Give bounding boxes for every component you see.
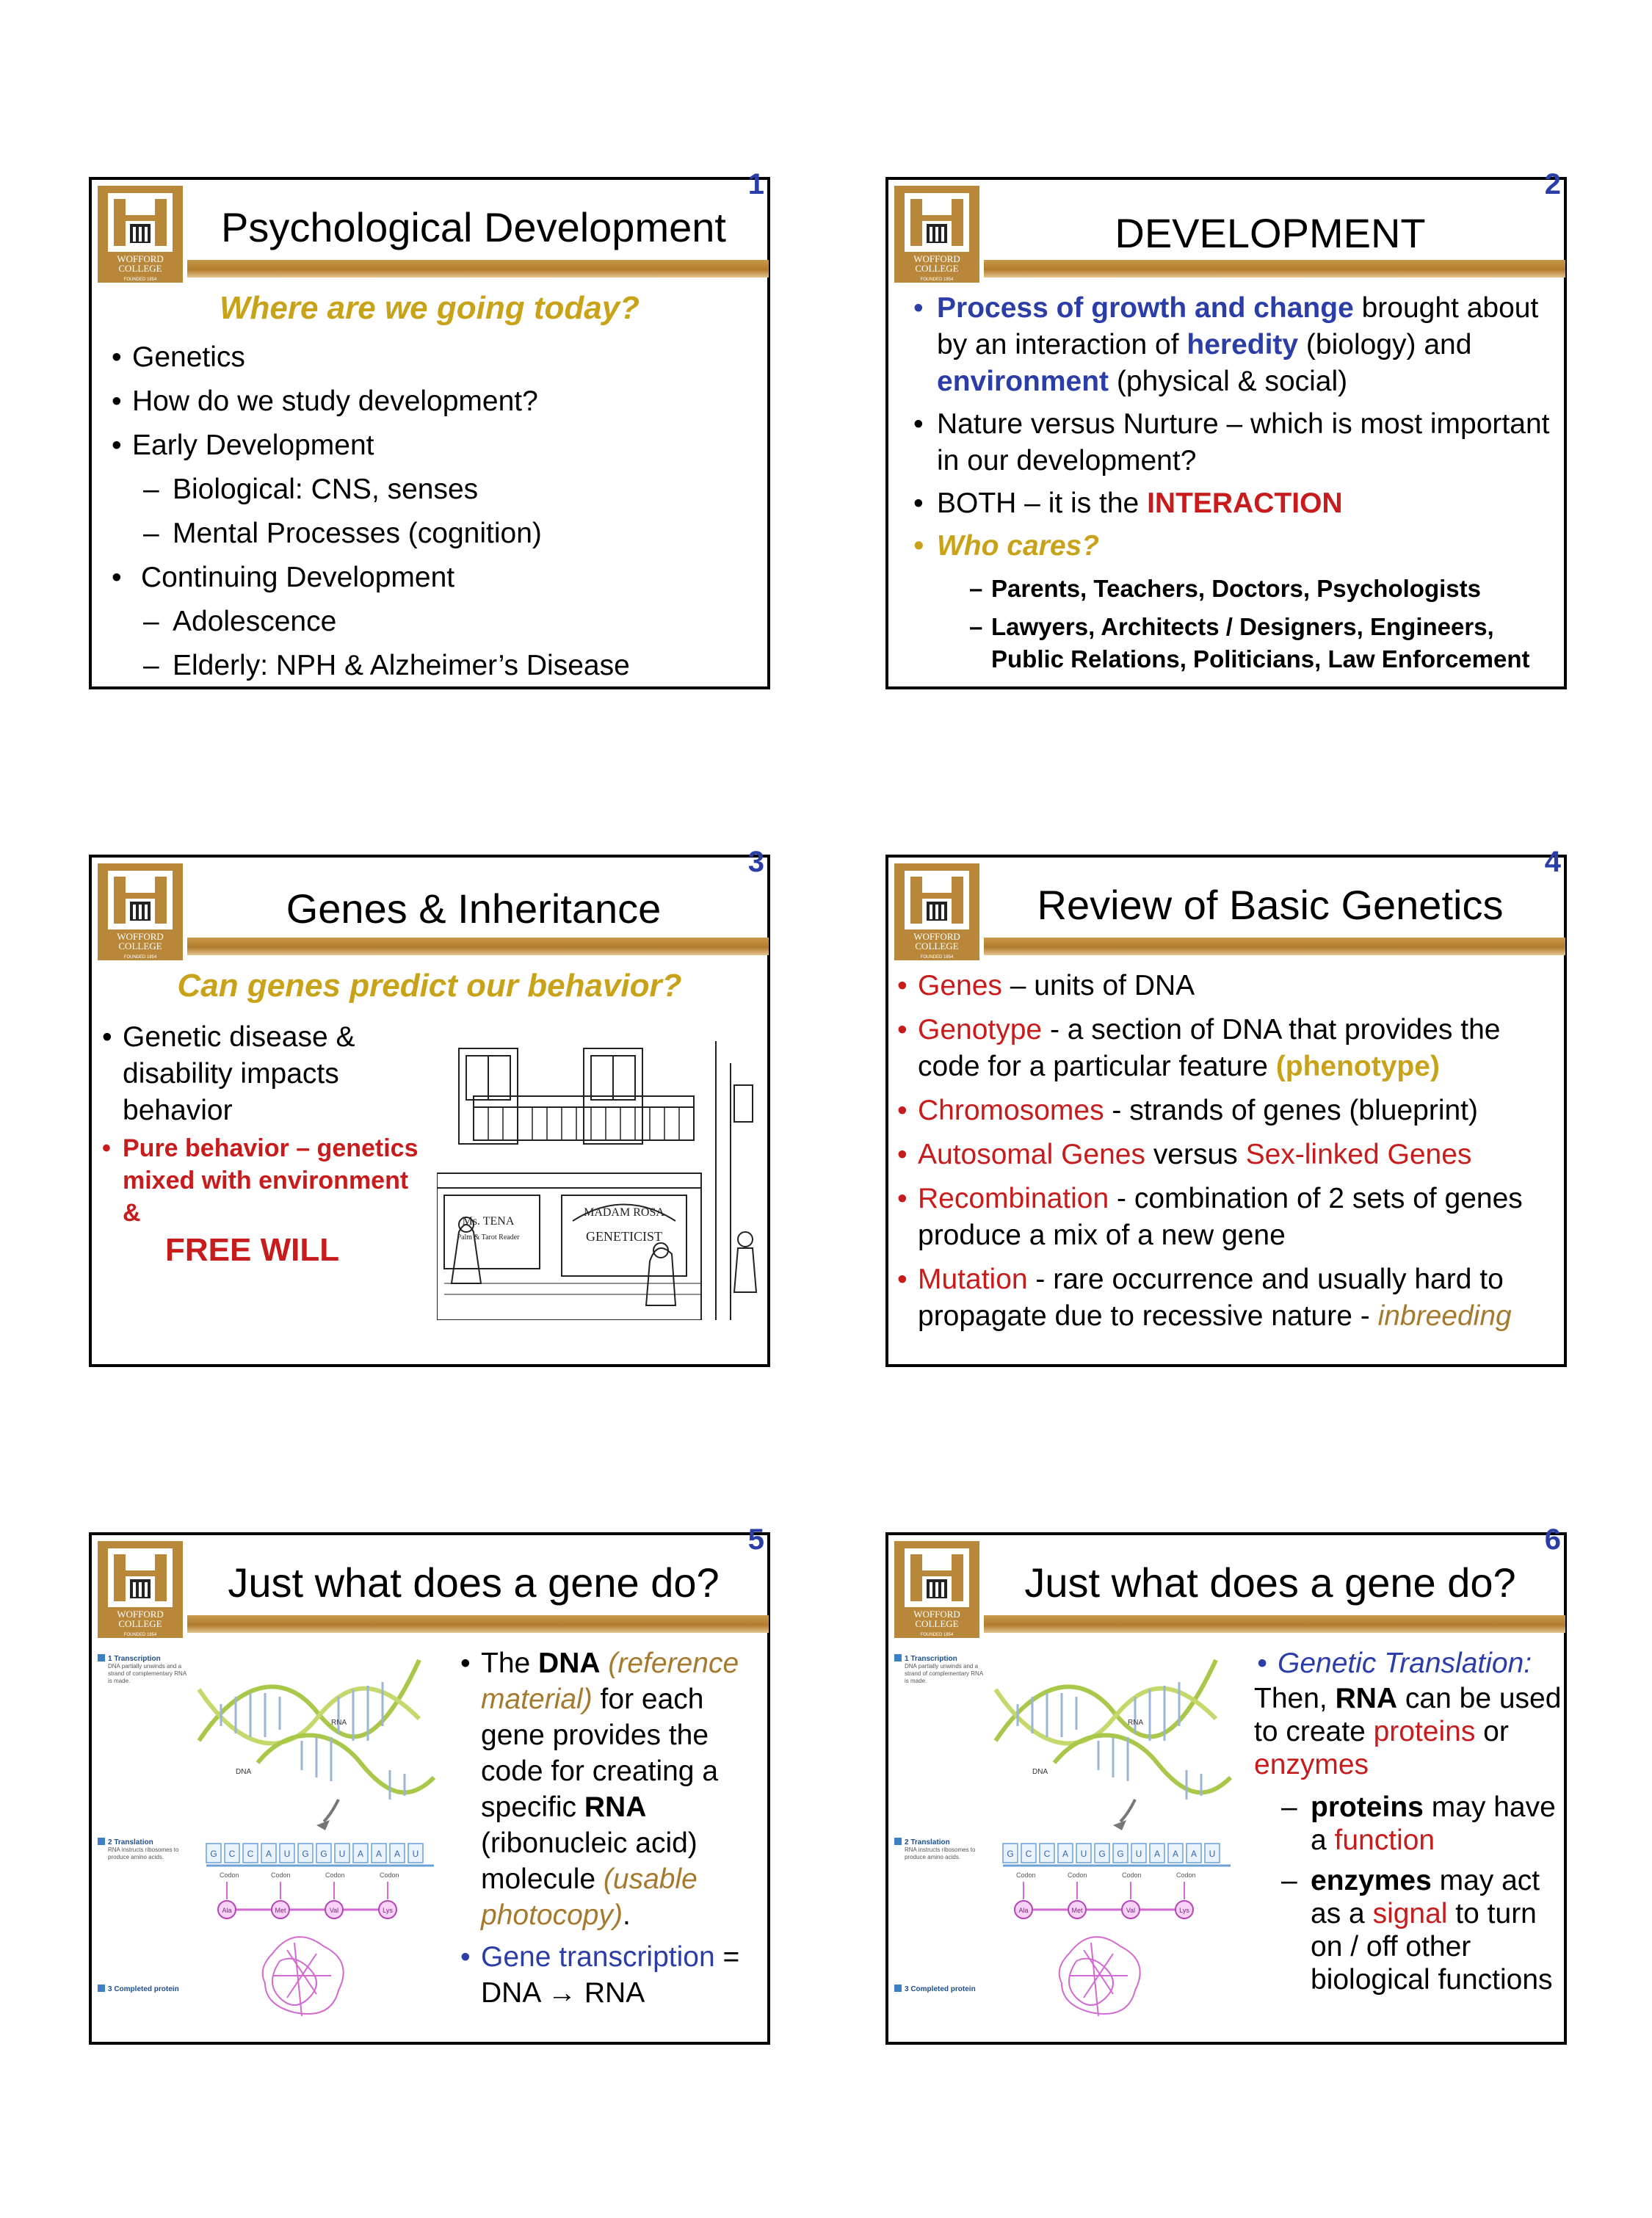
sub-bullet-text: Parents, Teachers, Doctors, Psychologists [991,575,1481,602]
bullet-item [918,1181,1564,1254]
svg-text:WOFFORD: WOFFORD [913,253,960,264]
svg-text:FOUNDED 1854: FOUNDED 1854 [123,955,157,960]
bullet-text: INTERACTION [1147,488,1343,519]
free-will-text: FREE WILL [165,1232,340,1268]
title-bar [187,260,769,278]
sub-bullet-item: – enzymes may act as a signal to turn on / off other biological functions [1281,1865,1553,1996]
codon-label: Codon [380,1871,399,1879]
slide-subtitle: Can genes predict our behavior? [177,968,682,1004]
codon-label: Codon [325,1871,345,1879]
term: Recombination [918,1183,1109,1214]
term: Autosomal Genes [918,1139,1146,1170]
term: Mutation [918,1264,1028,1295]
figure-step1: 1 Transcription [905,1655,957,1663]
rna-base-letter: A [394,1849,401,1859]
wofford-logo-icon [98,863,183,960]
svg-text:COLLEGE: COLLEGE [118,263,162,274]
figure-step3: 3 Completed protein [108,1985,179,1993]
genetic-translation-heading: • Genetic Translation: [1257,1648,1532,1679]
svg-text:FOUNDED 1854: FOUNDED 1854 [123,278,157,282]
svg-text:FOUNDED 1854: FOUNDED 1854 [920,278,954,282]
figure-step2-desc: RNA instructs ribosomes to produce amino acids. [905,1846,976,1860]
bullet-list [934,290,1558,565]
amino-acid-label: Lys [383,1907,393,1914]
bullet-item: • Pure behavior – genetics mixed with environment & [123,1132,431,1229]
rna-base-letter: A [1153,1849,1161,1859]
figure-step2: 2 Translation [905,1838,950,1846]
bullet-item: • Genetics [132,336,764,380]
bullet-list [918,968,1564,1335]
sub-bullet-item: – Adolescence [143,606,337,637]
bullet-item [934,485,1558,522]
bullet-text: RNA [584,1791,647,1823]
figure-step1-desc: DNA partially unwinds and a strand of complementary RNA is made. [905,1663,983,1684]
rna-base-letter: U [1080,1849,1087,1859]
term-extra: (phenotype) [1275,1051,1440,1082]
translation-paragraph [1254,1682,1562,1781]
rna-base-letter: C [1025,1849,1032,1859]
slide-number: 5 [747,1523,764,1556]
sub-text: may have a [1311,1791,1556,1856]
bullet-item [481,1645,760,1933]
sub-bullet-item: – Biological: CNS, senses [143,474,479,505]
bullet-item: • Genetic disease & disability impacts behavior [123,1019,431,1129]
amino-acid-label: Val [1126,1907,1136,1914]
rna-base-letter: U [338,1849,346,1859]
rna-base-row [206,1844,423,1863]
figure-rna-label: RNA [331,1719,347,1727]
term: Chromosomes [918,1095,1104,1126]
para-text: RNA [1335,1683,1398,1714]
sub-bullet-text: Elderly: NPH & Alzheimer’s Disease [173,650,630,681]
amino-acid-chain [218,1882,396,1918]
bullet-item [918,1092,1564,1129]
title-bar [187,1615,769,1633]
amino-acid-label: Ala [222,1907,232,1914]
geneticist-cartoon [437,1041,760,1320]
bullet-text: (biology) and [1298,329,1472,360]
bullet-item: • Who cares? [934,528,1558,565]
sub-text: function [1334,1824,1435,1856]
rna-base-letter: G [1007,1849,1014,1859]
transcription-translation-figure [96,1645,456,2027]
sub-bullet-text: Biological: CNS, senses [173,474,479,505]
bullet-text: The [481,1648,539,1679]
bullet-text: Gene transcription [481,1941,715,1973]
wofford-logo-icon [894,863,979,960]
para-text: Then, [1254,1683,1336,1714]
sub-bullet-item: – Parents, Teachers, Doctors, Psychologists [969,575,1481,602]
rna-base-letter: G [1117,1849,1124,1859]
codon-label: Codon [1176,1871,1196,1879]
slide-subtitle: Where are we going today? [219,290,640,326]
sub-bullet-item: – proteins may have a function [1281,1791,1556,1856]
term-extra: inbreeding [1377,1300,1512,1332]
bullet-text: environment [937,366,1109,397]
sub-bullet-item: – Elderly: NPH & Alzheimer’s Disease [143,650,630,681]
bullet-text: (reference material) [481,1648,739,1715]
slide-3 [89,846,770,1367]
rna-base-letter: A [1190,1849,1198,1859]
figure-step1-desc: DNA partially unwinds and a strand of complementary RNA is made. [108,1663,186,1684]
rna-base-letter: U [412,1849,419,1859]
wofford-logo-icon [894,186,979,283]
rna-base-letter: A [375,1849,383,1859]
desc: – units of DNA [1001,970,1195,1001]
bullet-item [481,1939,760,2011]
desc: - rare occurrence and usually hard to propagate due to recessive nature - [918,1264,1504,1332]
sub-bullet-text: Adolescence [173,606,337,637]
codon-label: Codon [1122,1871,1142,1879]
slide-number: 6 [1544,1523,1561,1556]
bullet-text: for each gene provides the code for creating a specific [481,1684,719,1823]
bullet-item: • How do we study development? [132,380,764,424]
amino-acid-label: Ala [1018,1907,1029,1914]
slide-title: Review of Basic Genetics [1037,882,1504,928]
para-text: or [1475,1716,1509,1747]
svg-text:COLLEGE: COLLEGE [915,941,959,952]
slide-title: Psychological Development [221,204,726,250]
desc: - a section of DNA that provides the code for a particular feature [918,1014,1501,1082]
bullet-text: . [622,1899,631,1931]
svg-text:WOFFORD: WOFFORD [913,931,960,942]
figure-step2-desc: RNA instructs ribosomes to produce amino acids. [108,1846,179,1860]
title-bar [984,260,1565,278]
figure-dna-label: DNA [236,1768,252,1776]
term-extra: Sex-linked Genes [1245,1139,1472,1170]
codon-label: Codon [1068,1871,1087,1879]
svg-text:WOFFORD: WOFFORD [913,1609,960,1620]
para-text: proteins [1373,1716,1476,1747]
wofford-logo-icon [98,186,183,283]
slide-title: Just what does a gene do? [1024,1559,1516,1606]
figure-rna-label: RNA [1128,1719,1144,1727]
slide-number: 2 [1544,168,1561,200]
term: Genes [918,970,1002,1001]
rna-base-letter: C [228,1849,236,1859]
rna-base-letter: G [302,1849,309,1859]
para-text: can be used to create [1254,1683,1562,1747]
desc: - strands of genes (blueprint) [1104,1095,1478,1126]
figure-step2: 2 Translation [108,1838,153,1846]
desc: versus [1145,1139,1246,1170]
slide-4 [885,846,1567,1367]
cartoon-sign-geneticist: GENETICIST [586,1229,662,1244]
amino-acid-label: Met [275,1907,286,1914]
para-text: enzymes [1254,1749,1369,1780]
svg-text:FOUNDED 1854: FOUNDED 1854 [920,1633,954,1637]
bullet-text: (usable photocopy) [481,1863,698,1931]
rna-base-letter: U [1135,1849,1142,1859]
svg-text:FOUNDED 1854: FOUNDED 1854 [123,1633,157,1637]
rna-base-letter: A [357,1849,364,1859]
rna-base-letter: C [247,1849,254,1859]
bullet-text: brought about by an interaction of [937,292,1539,360]
slide-title: Genes & Inheritance [286,885,662,932]
sub-bullet-list [1281,1791,1560,1996]
sub-text: enzymes [1311,1865,1432,1896]
title-bar [187,938,769,955]
bullet-item [918,968,1564,1004]
amino-acid-label: Val [329,1907,339,1914]
sub-bullet-text: Lawyers, Architects / Designers, Engineers, Public Relations, Politicians, Law Enforcement [991,613,1530,673]
bullet-text: (ribonucleic acid) molecule [481,1827,698,1895]
wofford-logo-icon [98,1541,183,1638]
bullet-item [918,1137,1564,1173]
rna-base-letter: G [1098,1849,1106,1859]
title-bar [984,1615,1565,1633]
cartoon-sign-left-small: Palm & Tarot Reader [457,1233,520,1242]
rna-base-letter: A [1062,1849,1069,1859]
transcription-translation-figure [893,1645,1253,2027]
rna-base-letter: U [1209,1849,1216,1859]
rna-base-letter: U [283,1849,291,1859]
svg-text:WOFFORD: WOFFORD [117,253,164,264]
bullet-text: DNA [538,1648,601,1679]
bullet-text: (physical & social) [1109,366,1348,397]
svg-text:WOFFORD: WOFFORD [117,1609,164,1620]
sub-text: signal [1372,1898,1448,1929]
slide-number: 4 [1544,846,1561,878]
rna-base-letter: C [1043,1849,1051,1859]
rna-base-letter: G [210,1849,217,1859]
slide-1 [89,168,770,689]
sub-text: proteins [1311,1791,1424,1823]
figure-dna-label: DNA [1032,1768,1048,1776]
figure-step3: 3 Completed protein [905,1985,976,1993]
slide-title: DEVELOPMENT [1115,210,1426,256]
sub-bullet-item: – Mental Processes (cognition) [143,518,542,549]
cartoon-sign-right: MADAM ROSA [584,1206,664,1219]
rna-base-letter: A [1172,1849,1179,1859]
bullet-item: • Early Development [132,424,764,468]
bullet-list [481,1645,760,2011]
slide-5 [89,1523,770,2045]
bullet-text: Process of growth and change [937,292,1354,324]
slide-title: Just what does a gene do? [228,1559,720,1606]
rna-base-letter: A [265,1849,272,1859]
bullet-text: BOTH – it is the [937,488,1148,519]
svg-text:WOFFORD: WOFFORD [117,931,164,942]
bullet-text: = DNA → RNA [481,1941,740,2009]
sub-bullet-text: Mental Processes (cognition) [173,518,542,549]
slide-number: 3 [747,846,764,878]
amino-acid-chain [1015,1882,1193,1918]
cartoon-sign-left: Ms. TENA [462,1215,515,1228]
wofford-logo-icon [894,1541,979,1638]
svg-text:COLLEGE: COLLEGE [915,1618,959,1629]
svg-text:COLLEGE: COLLEGE [915,263,959,274]
codon-label: Codon [271,1871,291,1879]
slide-6 [885,1523,1567,2045]
sub-text: to turn on / off other biological functions [1311,1898,1553,1996]
bullet-item: • Nature versus Nurture – which is most important in our development? [934,406,1558,479]
bullet-list [132,336,764,688]
amino-acid-label: Met [1071,1907,1083,1914]
bullet-item [918,1012,1564,1085]
sub-bullet-item: – Lawyers, Architects / Designers, Engineers, Public Relations, Politicians, Law Enforcement [969,613,1530,673]
sub-text: may act as a [1311,1865,1540,1929]
codon-label: Codon [220,1871,239,1879]
svg-text:FOUNDED 1854: FOUNDED 1854 [920,955,954,960]
figure-step1: 1 Transcription [108,1655,161,1663]
sub-bullet-list [969,573,1557,675]
svg-text:COLLEGE: COLLEGE [118,1618,162,1629]
desc: - combination of 2 sets of genes produce a mix of a new gene [918,1183,1523,1251]
term: Genotype [918,1014,1043,1045]
bullet-list [123,1019,431,1229]
svg-text:COLLEGE: COLLEGE [118,941,162,952]
title-bar [984,938,1565,955]
codon-label: Codon [1016,1871,1036,1879]
rna-base-letter: G [320,1849,327,1859]
bullet-text: heredity [1187,329,1299,360]
bullet-item: • Continuing Development [132,556,764,600]
bullet-item [934,290,1558,400]
heading-text: Genetic Translation: [1278,1648,1532,1679]
rna-base-row [1003,1844,1220,1863]
slide-number: 1 [747,168,764,200]
slide-2 [885,168,1567,689]
amino-acid-label: Lys [1179,1907,1189,1914]
bullet-item [918,1261,1564,1335]
